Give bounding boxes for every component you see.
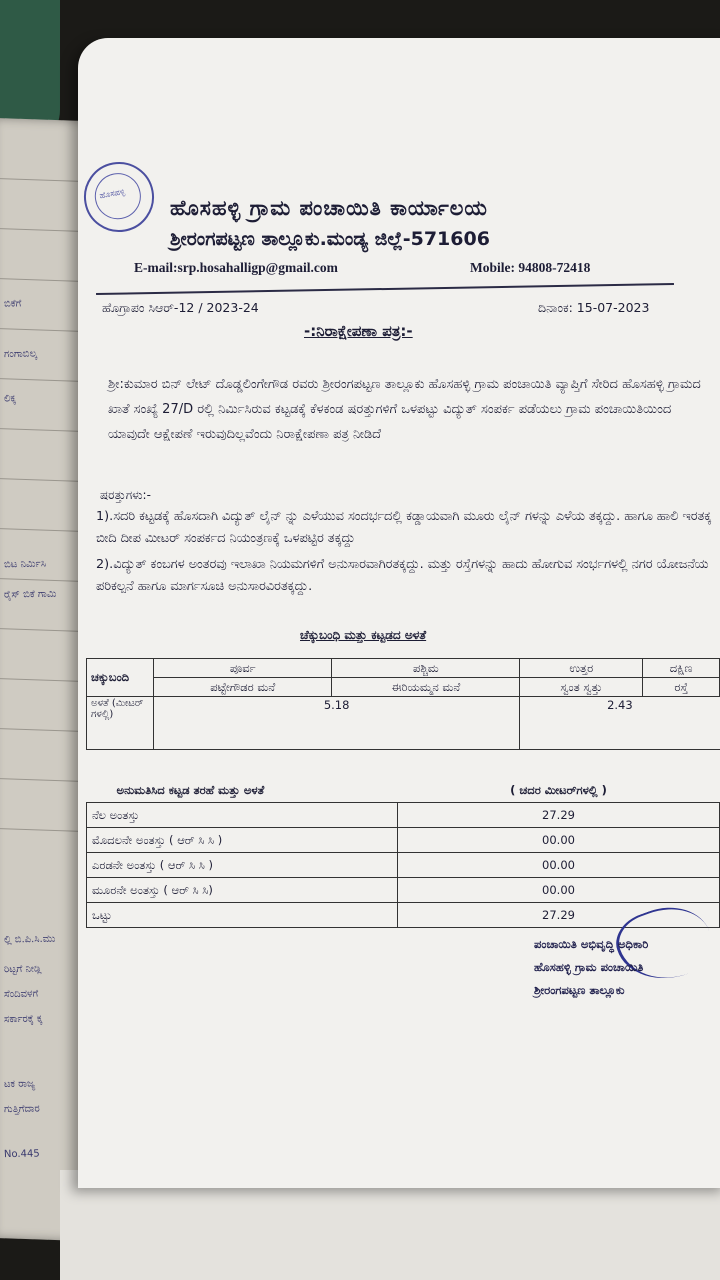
fragment-text: ಗುತ್ತಿಗೆದಾರ — [3, 1103, 41, 1116]
direction-west: ಪಶ್ಚಿಮ — [332, 659, 520, 678]
neighbor-west: ಈರಿಯಮ್ಮನ ಮನೆ — [332, 678, 520, 697]
fragment-text: ಟಕ ರಾಜ್ಯ — [3, 1078, 36, 1091]
condition-item: 2).ವಿದ್ಯುತ್ ಕಂಬಗಳ ಅಂತರವು ಇಲಾಖಾ ನಿಯಮಗಳಿಗೆ ಅನುಸಾರವಾಗಿರತಕ್ಕದ್ದು. ಮತ್ತು ರಸ್ತೆಗಳನ್ನು ಹಾದು ಹೋಗುವ ಸಂರ್ಭಗಳಲ್ಲಿ ನಗರ ಯೋಜನೆಯ ಪರಿಕಲ್ಪನೆ ಹಾಗೂ ಮಾರ್ಗಸೂಚಿ ಅನುಸಾರವಿರತಕ್ಕದ್ದು. — [96, 557, 709, 594]
neighbor-east: ಪಟ್ಟೇಗೌಡರ ಮನೆ — [154, 678, 332, 697]
neighbor-south: ರಸ್ತೆ — [643, 678, 720, 697]
east-west-length: 5.18 — [154, 697, 520, 750]
condition-item: 1).ಸದರಿ ಕಟ್ಟಡಕ್ಕೆ ಹೊಸದಾಗಿ ವಿದ್ಯುತ್ ಲೈನ್ ನ್ನು ಎಳೆಯುವ ಸಂದರ್ಭದಲ್ಲಿ ಕಡ್ಡಾಯವಾಗಿ ಮೂರು ಲೈನ್ ಗಳನ್ನು ಎಳೆಯ ತಕ್ಕದ್ದು. ಹಾಗೂ ಹಾಲಿ ಇರತಕ್ಕ ಬೀದಿ ದೀಪ ಮೀಟರ್ ಸಂಪರ್ಕದ ನಿಯಂತ್ರಣಕ್ಕೆ ಒಳಪಟ್ಟಿರ ತಕ್ಕದ್ದು — [96, 509, 712, 546]
boundary-row-label: ಚಕ್ಕುಬಂದಿ — [87, 659, 154, 697]
letter-date: ದಿನಾಂಕ: 15-07-2023 — [538, 300, 650, 315]
body-paragraph: ಶ್ರೀ:ಕುಮಾರ ಬಿನ್ ಲೇಟ್ ದೊಡ್ಡಲಿಂಗೇಗೌಡ ರವರು ಶ್ರೀರಂಗಪಟ್ಟಣ ತಾಲ್ಲೂಕು ಹೊಸಹಳ್ಳಿ ಗ್ರಾಮ ಪಂಚಾಯಿತಿ ವ್ಯಾಪ್ತಿಗೆ ಸೇರಿದ ಹೊಸಹಳ್ಳಿ ಗ್ರಾಮದ ಖಾತೆ ಸಂಖ್ಯೆ 27/D ರಲ್ಲಿ ನಿರ್ಮಿಸಿರುವ ಕಟ್ಟಡಕ್ಕೆ ಕೆಳಕಂಡ ಷರತ್ತುಗಳಿಗೆ ಒಳಪಟ್ಟು ವಿದ್ಯುತ್ ಸಂಪರ್ಕ ಪಡೆಯಲು ಗ್ರಾಮ ಪಂಚಾಯಿತಿಯಿಂದ ಯಾವುದೇ ಆಕ್ಷೇಪಣೆ ಇರುವುದಿಲ್ಲವೆಂದು ನಿರಾಕ್ಷೇಪಣಾ ಪತ್ರ ನೀಡಿದೆ — [108, 377, 701, 442]
fragment-text: ಗಂಗಾಬಿಲ್ಕ — [3, 348, 38, 361]
direction-north: ಉತ್ತರ — [520, 659, 643, 678]
office-address: ಶ್ರೀರಂಗಪಟ್ಟಣ ತಾಲ್ಲೂಕು.ಮಂಡ್ಯ ಜಿಲ್ಲೆ-571606 — [170, 228, 490, 250]
signatory-taluk: ಶ್ರೀರಂಗಪಟ್ಟಣ ತಾಲ್ಲೂಕು — [534, 983, 625, 997]
office-name: ಹೊಸಹಳ್ಳಿ ಗ್ರಾಮ ಪಂಚಾಯಿತಿ ಕಾರ್ಯಾಲಯ — [170, 196, 488, 220]
total-value: 27.29 — [398, 903, 720, 928]
fragment-text: ಸರ್ಕಾರಕ್ಕೆ ಕ್ಕ — [3, 1013, 43, 1026]
measure-label: ಅಳತೆ (ಮೀಟರ್ ಗಳಲ್ಲಿ) — [87, 697, 154, 750]
floor-label: ಮೊದಲನೇ ಅಂತಸ್ತು ( ಆರ್ ಸಿ ಸಿ ) — [87, 828, 398, 853]
floor-area-table — [86, 778, 720, 928]
mobile-text: Mobile: 94808-72418 — [470, 260, 591, 275]
floor-value: 00.00 — [398, 853, 720, 878]
noc-document — [78, 38, 720, 1188]
reference-number: ಹೊಗ್ರಾಪಂ ಸಿಆರ್-12 / 2023-24 — [102, 300, 259, 315]
total-label: ಒಟ್ಟು — [87, 903, 398, 928]
floor-value: 00.00 — [398, 878, 720, 903]
direction-south: ದಕ್ಷಿಣ — [643, 659, 720, 678]
boundary-table — [86, 658, 720, 750]
boundary-table-title: ಚೆಕ್ಕುಬಂಧಿ ಮತ್ತು ಕಟ್ಟಡದ ಅಳತೆ — [300, 628, 427, 642]
floor-table-heading: ಅನುಮತಿಸಿದ ಕಟ್ಟಡ ತರಹೆ ಮತ್ತು ಅಳತೆ — [116, 782, 265, 797]
office-seal — [78, 156, 159, 237]
document-title: -:ನಿರಾಕ್ಷೇಪಣಾ ಪತ್ರ:- — [304, 322, 413, 340]
floor-label: ನೆಲ ಅಂತಸ್ತು — [87, 803, 398, 828]
fragment-text: ಬಿಕೆಗೆ — [3, 298, 22, 310]
fragment-text: ಲ್ಲಿ ಬಿ.ಪಿ.ಸಿ.ಮು — [3, 933, 56, 946]
floor-value: 00.00 — [398, 828, 720, 853]
fragment-text: ಬಿಟ ನಿರ್ಮಿಸಿ — [3, 558, 47, 571]
header-divider — [96, 283, 674, 295]
signatory-title: ಪಂಚಾಯಿತಿ ಅಭಿವೃದ್ಧಿ ಅಧಿಕಾರಿ — [534, 937, 649, 951]
north-south-length: 2.43 — [520, 697, 720, 750]
contact-line — [134, 260, 644, 276]
unit-heading: ( ಚದರ ಮೀಟರ್‌ಗಳಲ್ಲಿ ) — [510, 782, 607, 797]
signature-block — [534, 933, 648, 1002]
fragment-text: No.445 — [3, 1148, 40, 1161]
signatory-office: ಹೊಸಹಳ್ಳಿ ಗ್ರಾಮ ಪಂಚಾಯಿತಿ — [534, 960, 644, 974]
fragment-text: ಸೆಂದಿವಳಗೆ — [3, 988, 39, 1001]
fragment-text: ಲಿಕ್ಕ — [3, 393, 17, 405]
floor-label: ಎರಡನೇ ಅಂತಸ್ತು ( ಆರ್ ಸಿ ಸಿ ) — [87, 853, 398, 878]
direction-east: ಪೂರ್ವ — [154, 659, 332, 678]
seal-text: ಹೊಸಹಳ್ಳಿ — [98, 186, 126, 201]
email-text: E-mail:srp.hosahalligp@gmail.com — [134, 260, 338, 275]
fragment-text: ರಿಟ್ಟಗೆ ನೀಡ್ಲಿ — [3, 963, 42, 976]
floor-value: 27.29 — [398, 803, 720, 828]
fragment-text: ರೈಸ್ ಬಿಕೆ ಗಾಮಿ — [3, 588, 57, 601]
neighbor-north: ಸ್ವಂತ ಸ್ವತ್ತು — [520, 678, 643, 697]
conditions-heading: ಷರತ್ತುಗಳು:- — [100, 488, 151, 502]
floor-label: ಮೂರನೇ ಅಂತಸ್ತು ( ಆರ್ ಸಿ ಸಿ) — [87, 878, 398, 903]
